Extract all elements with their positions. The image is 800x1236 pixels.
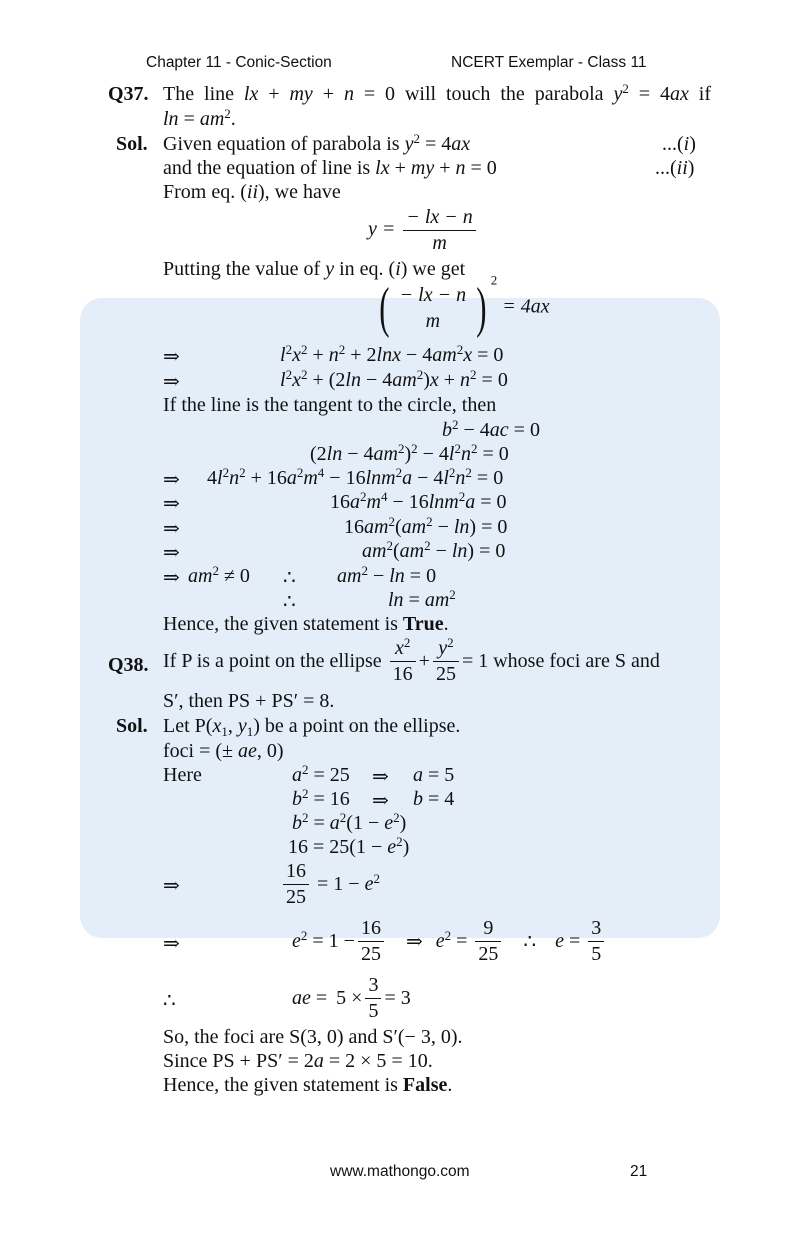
implies-arrow: ⇒ [163,346,180,368]
q38-a-value: a = 5 [413,764,455,786]
q38-here: Here [163,764,202,786]
q37-disc6: $am^2(am^2 - \ln) = 0$ [362,537,506,562]
q37-condition: $am^2 \ne 0$ [188,562,250,587]
q37-statement-line1: The line lx + my + n = 0 will touch the parabola $y^2 = 4ax$ if [163,80,712,105]
q37-y-expression: y = $\frac{- lx - n}{m}$ [368,205,479,256]
q37-disc4: $16a^2m^4 - 16\ln m^2a = 0$ [330,488,507,513]
q37-condition-result: $am^2 - \ln = 0$ [337,562,437,587]
implies-arrow: ⇒ [163,875,180,897]
footer-website[interactable]: www.mathongo.com [330,1163,470,1180]
implies-arrow: ⇒ [372,766,389,788]
therefore-symbol: ∴ [283,591,296,613]
q38-sol-label: Sol. [116,715,148,737]
implies-arrow: ⇒ [163,518,180,540]
q37-statement-line2: $\ln = am^2$. [163,105,236,130]
q37-from-eq: From eq. (ii), we have [163,181,341,203]
footer-page-number: 21 [630,1163,648,1180]
q37-conclusion: Hence, the given statement is True. [163,613,449,635]
q37-tangent-text: If the line is the tangent to the circle, then [163,394,497,416]
q38-b-relation: $b^2 = a^2(1 - e^2)$ [292,809,407,834]
header-book: NCERT Exemplar - Class 11 [451,54,647,71]
q38-foci-are: So, the foci are S(3, 0) and S′(− 3, 0). [163,1026,463,1048]
q38-statement-line1: If P is a point on the ellipse $\frac{x^2}{16}$ + $\frac{y^2}{25}$ = 1 whose foci are S and [163,634,660,685]
q37-sol-label: Sol. [116,133,148,155]
q37-step1: $l^2x^2 + n^2 + 2\ln x - 4am^2x = 0$ [280,341,504,366]
q37-eq-line: and the equation of line is lx + my + n = 0 [163,157,497,179]
q37-label: Q37. [108,83,149,105]
therefore-symbol: ∴ [283,567,296,589]
q38-since: Since PS + PS′ = 2a = 2 × 5 = 10. [163,1050,433,1072]
q37-disc1: $b^2 - 4ac = 0$ [442,416,540,441]
header-chapter: Chapter 11 - Conic-Section [146,54,332,71]
q37-disc2: $(2\ln - 4am^2)^2 - 4l^2n^2 = 0$ [310,440,509,465]
q38-b-squared: $b^2 = 16$ [292,785,350,810]
q38-let: Let $P(x_1$, $y_1$) be a point on the ellipse. [163,715,461,739]
implies-arrow: ⇒ [163,493,180,515]
q37-eq-tag-ii: ...(ii) [655,157,695,179]
q37-step2: $l^2x^2 + (2\ln - 4am^2)x + n^2 = 0$ [280,366,508,391]
q37-putting: Putting the value of y in eq. (i) we get [163,258,466,280]
q37-disc3: $4l^2n^2 + 16a^2m^4 - 16\ln m^2a - 4l^2n^2 = 0$ [207,464,504,489]
implies-arrow: ⇒ [163,933,180,955]
q38-substitution: $16 = 25(1 - e^2)$ [288,833,410,858]
q38-foci-def: foci = (± ae, 0) [163,740,284,762]
q38-label: Q38. [108,654,149,676]
implies-arrow: ⇒ [163,371,180,393]
q38-a-squared: $a^2 = 25$ [292,761,350,786]
q37-eq-parabola: Given equation of parabola is $y^2 = 4ax$ [163,130,471,155]
implies-arrow: ⇒ [163,567,180,589]
q38-conclusion: Hence, the given statement is False. [163,1074,453,1096]
q38-ae-step: ae = 5 × $\frac{3}{5}$ = 3 [292,974,411,1022]
q38-statement-line2: S′, then PS + PS′ = 8. [163,690,335,712]
implies-arrow: ⇒ [372,790,389,812]
q38-e-squared-step: $e^2 = 1$ − $\frac{16}{25}$ ⇒ $e^2$ = $\frac{9}{25}$ ∴ e = $\frac{3}{5}$ [292,916,607,967]
q37-squared-expression: ( − lx − n m ) $^2$ = 4ax [379,272,550,339]
q37-eq-tag-i: ...(i) [662,133,696,155]
q37-final: $\ln = am^2$ [388,586,456,611]
q38-b-value: b = 4 [413,788,455,810]
implies-arrow: ⇒ [163,469,180,491]
therefore-symbol: ∴ [163,990,176,1012]
implies-arrow: ⇒ [163,542,180,564]
q38-fraction-step: $\frac{16}{25}$ = $1 - e^2$ [280,859,380,910]
q37-disc5: $16am^2(am^2 - \ln) = 0$ [344,513,508,538]
